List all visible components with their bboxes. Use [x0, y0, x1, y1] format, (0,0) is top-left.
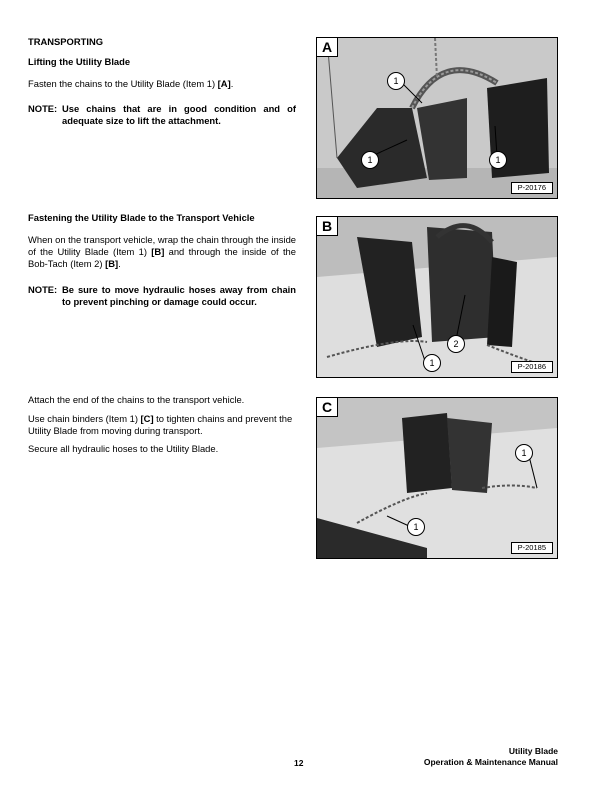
- attach-paragraph: Attach the end of the chains to the transport vehicle.: [28, 394, 245, 405]
- figure-ref-a: [A]: [217, 78, 231, 89]
- note-text: Be sure to move hydraulic hoses away from chain to prevent pinching or damage could occur.: [62, 284, 296, 307]
- figure-ref-b-2: [B]: [105, 258, 119, 270]
- callout-item-1: 1: [489, 151, 507, 169]
- lifting-text-end: .: [230, 78, 234, 89]
- figure-b-letter: B: [316, 216, 338, 236]
- figure-b-code: P-20186: [511, 361, 553, 373]
- secure-paragraph: Secure all hydraulic hoses to the Utility Blade.: [28, 443, 219, 454]
- callout-item-1: 1: [407, 518, 425, 536]
- figure-ref-c: [C]: [140, 413, 154, 424]
- callout-item-1: 1: [361, 151, 379, 169]
- figure-c-letter: C: [316, 397, 338, 417]
- fastening-text-2: and through the inside of the Bob-Tach (Item 2): [28, 246, 296, 270]
- figure-c-photo: [317, 398, 557, 558]
- fastening-heading: Fastening the Utility Blade to the Transport Vehicle: [28, 212, 255, 223]
- fastening-paragraph: [28, 234, 296, 271]
- fastening-text-1: When on the transport vehicle, wrap the chain through the inside of the Utility Blade (Item 1): [28, 234, 296, 258]
- lifting-paragraph: [28, 78, 296, 90]
- fastening-text-3: .: [118, 258, 121, 270]
- binders-paragraph: [28, 413, 296, 437]
- figure-a-code: P-20176: [511, 182, 553, 194]
- lifting-text: Fasten the chains to the Utility Blade (Item 1): [28, 78, 218, 89]
- callout-item-2: 2: [447, 335, 465, 353]
- callout-item-1: 1: [387, 72, 405, 90]
- figure-a: [316, 37, 558, 199]
- footer-product: Utility Blade: [508, 746, 558, 756]
- footer-manual: Operation & Maintenance Manual: [423, 757, 558, 767]
- note-hoses: [28, 284, 296, 308]
- callout-item-1: 1: [423, 354, 441, 372]
- figure-b-photo: [317, 217, 557, 377]
- note-text: Use chains that are in good condition and of adequate size to lift the attachment.: [62, 103, 296, 126]
- note-label: NOTE:: [28, 103, 58, 114]
- footer-title: [424, 746, 558, 768]
- figure-b: [316, 216, 558, 378]
- page-number: 12: [294, 758, 304, 768]
- section-title: TRANSPORTING: [28, 36, 103, 47]
- note-label: NOTE:: [28, 284, 58, 295]
- binders-text: Use chain binders (Item 1): [28, 413, 141, 424]
- figure-ref-b-1: [B]: [151, 246, 165, 258]
- figure-a-letter: A: [316, 37, 338, 57]
- figure-c: [316, 397, 558, 559]
- binders-text-end: to tighten chains and prevent the Utility Blade from moving during transport.: [28, 413, 293, 437]
- lifting-heading: Lifting the Utility Blade: [28, 56, 131, 67]
- callout-item-1: 1: [515, 444, 533, 462]
- note-chains: [28, 103, 296, 127]
- figure-c-code: P-20185: [511, 542, 553, 554]
- figure-a-photo: [317, 38, 557, 198]
